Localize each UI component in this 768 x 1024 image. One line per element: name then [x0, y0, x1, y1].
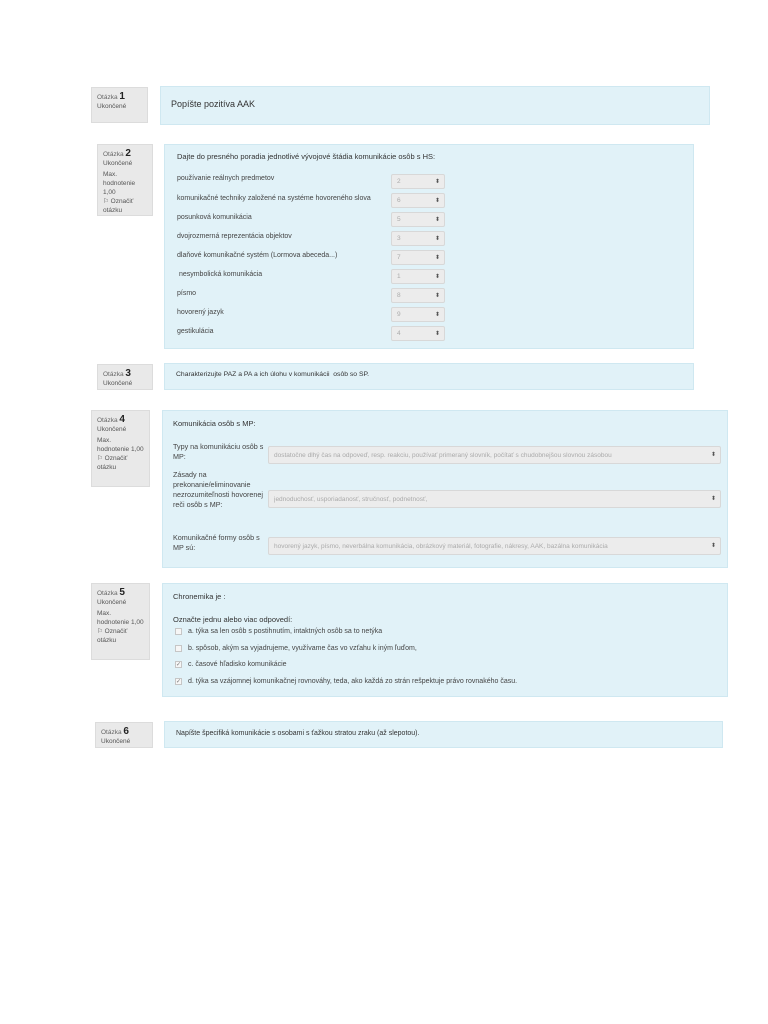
- select-value: 5: [397, 216, 401, 223]
- select-caret-icon: ⬍: [434, 293, 440, 299]
- question-state: Ukončené: [97, 599, 127, 606]
- question-4-info: [91, 410, 150, 487]
- question-number: 4: [119, 414, 125, 425]
- order-select[interactable]: [391, 212, 445, 227]
- match-label: komunikačné techniky založené na systéme hovoreného slova: [177, 195, 371, 202]
- match-label: dvojrozmerná reprezentácia objektov: [177, 233, 292, 240]
- order-select[interactable]: [391, 326, 445, 341]
- match-label: používanie reálnych predmetov: [177, 175, 275, 182]
- question-label: Otázka: [97, 417, 118, 424]
- question-state: Ukončené: [97, 426, 127, 433]
- flag-label: Označiť otázku: [103, 198, 134, 214]
- option-label: c. časové hľadisko komunikácie: [188, 661, 287, 668]
- match-label: gestikulácia: [177, 328, 214, 335]
- question-number: 2: [125, 148, 131, 159]
- select-caret-icon: ⬍: [434, 179, 440, 185]
- select-value: 2: [397, 178, 401, 185]
- question-label: Otázka: [103, 151, 124, 158]
- select-caret-icon: ⬍: [710, 543, 716, 549]
- row-label: Zásady na prekonanie/eliminovanie nezrozumiteľnosti hovorenej reči osôb s MP:: [173, 470, 263, 509]
- flag-question[interactable]: [97, 627, 144, 645]
- match-label: hovorený jazyk: [177, 309, 224, 316]
- question-1-info: [91, 87, 148, 123]
- order-select[interactable]: [391, 250, 445, 265]
- option-label: d. týka sa vzájomnej komunikačnej rovnováhy, teda, ako každá zo strán rešpektuje právo rovnakého času.: [188, 678, 518, 685]
- answer-select[interactable]: [268, 446, 721, 464]
- max-grade: Max. hodnotenie 1,00: [97, 610, 144, 626]
- select-value: 3: [397, 235, 401, 242]
- order-select[interactable]: [391, 307, 445, 322]
- question-state: Ukončené: [103, 380, 133, 387]
- max-grade: Max. hodnotenie 1,00: [97, 437, 144, 453]
- match-label: dlaňové komunikačné systém (Lormova abeceda...): [177, 252, 338, 259]
- select-value: jednoduchosť, usporiadanosť, stručnosť, podnetnosť,: [274, 496, 428, 503]
- select-value: 9: [397, 311, 401, 318]
- checkbox[interactable]: [175, 645, 182, 652]
- select-caret-icon: ⬍: [710, 452, 716, 458]
- question-number: 3: [125, 368, 131, 379]
- select-value: 4: [397, 330, 401, 337]
- order-select[interactable]: [391, 231, 445, 246]
- question-5-content: [162, 583, 728, 697]
- question-text: Dajte do presného poradia jednotlivé vývojové štádia komunikácie osôb s HS:: [177, 152, 436, 161]
- flag-question[interactable]: [103, 197, 147, 215]
- answer-option[interactable]: [175, 678, 517, 685]
- question-1-content: [160, 86, 710, 125]
- answer-select[interactable]: [268, 537, 721, 555]
- select-value: 1: [397, 273, 401, 280]
- match-label: nesymbolická komunikácia: [177, 271, 263, 278]
- checkbox-checked[interactable]: ✓: [176, 679, 182, 685]
- flag-icon: ⚐: [97, 455, 103, 462]
- select-value: 8: [397, 292, 401, 299]
- question-2-info: [97, 144, 153, 216]
- question-2-content: [164, 144, 694, 349]
- order-select[interactable]: [391, 288, 445, 303]
- flag-question[interactable]: [97, 454, 144, 472]
- row-label: Komunikačné formy osôb s MP sú:: [173, 533, 260, 552]
- flag-label: Označiť otázku: [97, 455, 128, 471]
- question-6-content: [164, 721, 723, 748]
- question-text: Charakterizujte PAZ a PA a ich úlohu v komunikácii osôb so SP.: [176, 371, 370, 378]
- max-grade: Max. hodnotenie 1,00: [103, 171, 136, 196]
- question-text: Chronemika je :: [173, 592, 226, 601]
- question-label: Otázka: [97, 590, 118, 597]
- match-label: posunková komunikácia: [177, 214, 252, 221]
- select-caret-icon: ⬍: [434, 274, 440, 280]
- checkbox-checked[interactable]: ✓: [176, 662, 182, 668]
- question-number: 6: [123, 726, 129, 737]
- flag-icon: ⚐: [103, 198, 109, 205]
- question-number: 1: [119, 91, 125, 102]
- question-label: Otázka: [97, 94, 118, 101]
- select-value: dostatočne dlhý čas na odpoveď, resp. reakciu, používať primeraný slovník, počítať s chudobnejšou slovnou zásobou: [274, 452, 612, 459]
- question-state: Ukončené: [103, 160, 133, 167]
- answer-option[interactable]: [175, 628, 382, 635]
- answer-select[interactable]: [268, 490, 721, 508]
- question-3-info: [97, 364, 153, 390]
- flag-label: Označiť otázku: [97, 628, 128, 644]
- question-5-info: [91, 583, 150, 660]
- question-state: Ukončené: [97, 103, 127, 110]
- question-number: 5: [119, 587, 125, 598]
- question-6-info: [95, 722, 153, 748]
- select-value: 7: [397, 254, 401, 261]
- select-value: hovorený jazyk, písmo, neverbálna komunikácia, obrázkový materiál, fotografie, nákresy, AAK, bazálna komunikácia: [274, 543, 608, 550]
- match-label: písmo: [177, 290, 197, 297]
- question-state: Ukončené: [101, 738, 131, 745]
- question-4-content: [162, 410, 728, 568]
- question-text: Komunikácia osôb s MP:: [173, 419, 256, 428]
- order-select[interactable]: [391, 174, 445, 189]
- checkbox[interactable]: [175, 628, 182, 635]
- select-caret-icon: ⬍: [434, 217, 440, 223]
- select-caret-icon: ⬍: [434, 255, 440, 261]
- select-caret-icon: ⬍: [434, 312, 440, 318]
- row-label: Typy na komunikáciu osôb s MP:: [173, 442, 264, 461]
- question-3-content: [164, 363, 694, 390]
- answer-option[interactable]: [175, 661, 287, 668]
- option-label: a. týka sa len osôb s postihnutím, intaktných osôb sa to netýka: [188, 628, 383, 635]
- select-value: 6: [397, 197, 401, 204]
- order-select[interactable]: [391, 269, 445, 284]
- question-label: Otázka: [103, 371, 124, 378]
- answer-option[interactable]: [175, 645, 417, 652]
- question-text: Napíšte špecifiká komunikácie s osobami s ťažkou stratou zraku (až slepotou).: [176, 730, 420, 737]
- select-caret-icon: ⬍: [710, 496, 716, 502]
- select-caret-icon: ⬍: [434, 236, 440, 242]
- select-caret-icon: ⬍: [434, 198, 440, 204]
- option-label: b. spôsob, akým sa vyjadrujeme, využívame čas vo vzťahu k iným ľuďom,: [188, 645, 417, 652]
- answer-prompt: Označte jednu alebo viac odpovedí:: [173, 615, 293, 624]
- flag-icon: ⚐: [97, 628, 103, 635]
- question-label: Otázka: [101, 729, 122, 736]
- select-caret-icon: ⬍: [434, 331, 440, 337]
- question-text: Popíšte pozitíva AAK: [171, 99, 256, 109]
- order-select[interactable]: [391, 193, 445, 208]
